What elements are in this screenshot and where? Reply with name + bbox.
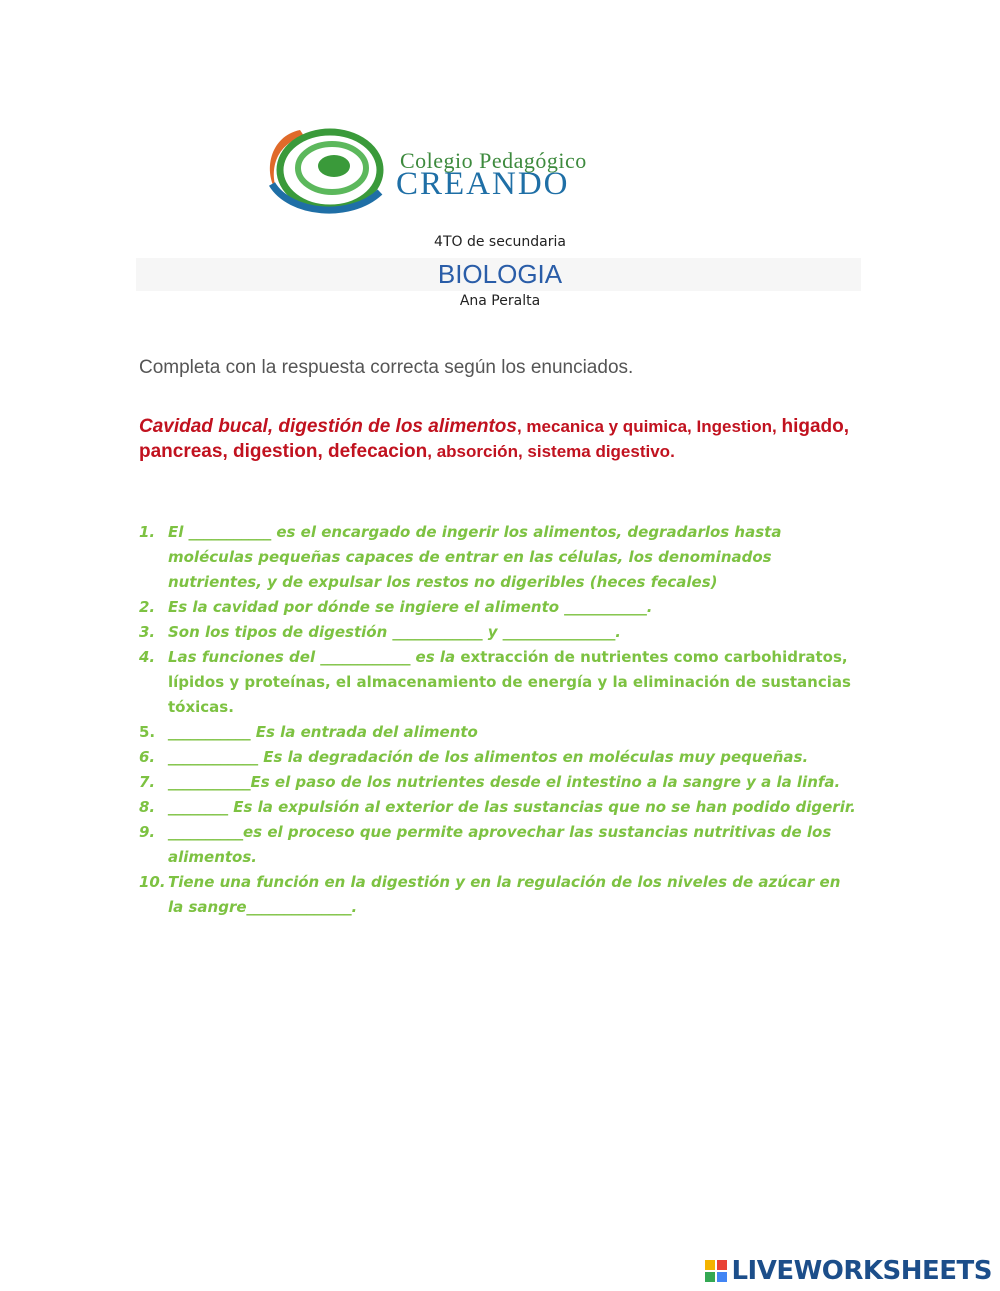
word-bank-part1: Cavidad bucal, digestión de los alimentos xyxy=(139,416,517,437)
question-text: El ___________ es el encargado de ingerir los alimentos, degradarlos hasta moléculas pequeñas capaces de entrar en las células, los denominados nutrientes, y de expulsar los restos no digeribles (heces fecales) xyxy=(168,523,782,591)
logo-block xyxy=(705,1272,715,1282)
question-list xyxy=(139,520,859,920)
question-text: __________es el proceso que permite aprovechar las sustancias nutritivas de los alimentos. xyxy=(168,823,832,866)
question-text: Son los tipos de digestión ____________ y _______________. xyxy=(168,623,621,641)
question-number: 1. xyxy=(139,523,156,541)
logo-block xyxy=(717,1260,727,1270)
question-number: 2. xyxy=(139,598,156,616)
question-item xyxy=(139,770,859,795)
school-logo-icon xyxy=(260,122,390,222)
question-number: 10. xyxy=(139,873,166,891)
school-logo xyxy=(260,122,640,222)
question-text: ____________ Es la degradación de los alimentos en moléculas muy pequeñas. xyxy=(168,748,809,766)
liveworksheets-logo-icon xyxy=(705,1260,727,1282)
logo-block xyxy=(717,1272,727,1282)
question-text: ________ Es la expulsión al exterior de las sustancias que no se han podido digerir. xyxy=(168,798,856,816)
grade-label: 4TO de secundaria xyxy=(434,234,566,250)
question-item xyxy=(139,820,859,870)
instruction-text: Completa con la respuesta correcta según los enunciados. xyxy=(139,357,634,378)
word-bank-part3: higado, pancreas, digestion, defecacion xyxy=(139,416,850,462)
question-text: Es la cavidad por dónde se ingiere el alimento ___________. xyxy=(168,598,653,616)
question-text-continued: extracción de nutrientes como carbohidratos, lípidos y proteínas, el almacenamiento de energía y la eliminación de sustancias tóxicas. xyxy=(168,648,851,716)
question-item xyxy=(139,620,859,645)
teacher-name: Ana Peralta xyxy=(459,293,541,309)
subject-title: BIOLOGIA xyxy=(437,259,563,289)
question-item xyxy=(139,720,859,745)
logo-line1: Colegio Pedagógico xyxy=(400,148,587,173)
logo-block xyxy=(705,1260,715,1270)
word-bank-part4: , absorción, sistema digestivo. xyxy=(427,442,675,461)
question-item xyxy=(139,795,859,820)
question-text: ___________ Es la entrada del alimento xyxy=(168,723,478,741)
question-item xyxy=(139,870,859,920)
question-item xyxy=(139,645,859,720)
liveworksheets-watermark xyxy=(705,1253,992,1289)
question-number: 8. xyxy=(139,798,156,816)
question-number: 5. xyxy=(139,723,156,741)
word-bank xyxy=(139,414,859,464)
question-number: 4. xyxy=(139,648,156,666)
question-number: 3. xyxy=(139,623,156,641)
question-number: 7. xyxy=(139,773,156,791)
word-bank-part2: , mecanica y quimica, Ingestion, xyxy=(516,417,782,436)
question-item xyxy=(139,520,859,595)
question-number: 9. xyxy=(139,823,156,841)
liveworksheets-text: LIVEWORKSHEETS xyxy=(731,1256,992,1286)
question-text: Tiene una función en la digestión y en la regulación de los niveles de azúcar en la sangre______________. xyxy=(168,873,841,916)
logo-line2: CREANDO xyxy=(396,166,570,202)
question-number: 6. xyxy=(139,748,156,766)
question-text: ___________Es el paso de los nutrientes desde el intestino a la sangre y a la linfa. xyxy=(168,773,841,791)
question-text: Las funciones del ____________ es la xyxy=(168,648,461,666)
question-item xyxy=(139,595,859,620)
question-item xyxy=(139,745,859,770)
